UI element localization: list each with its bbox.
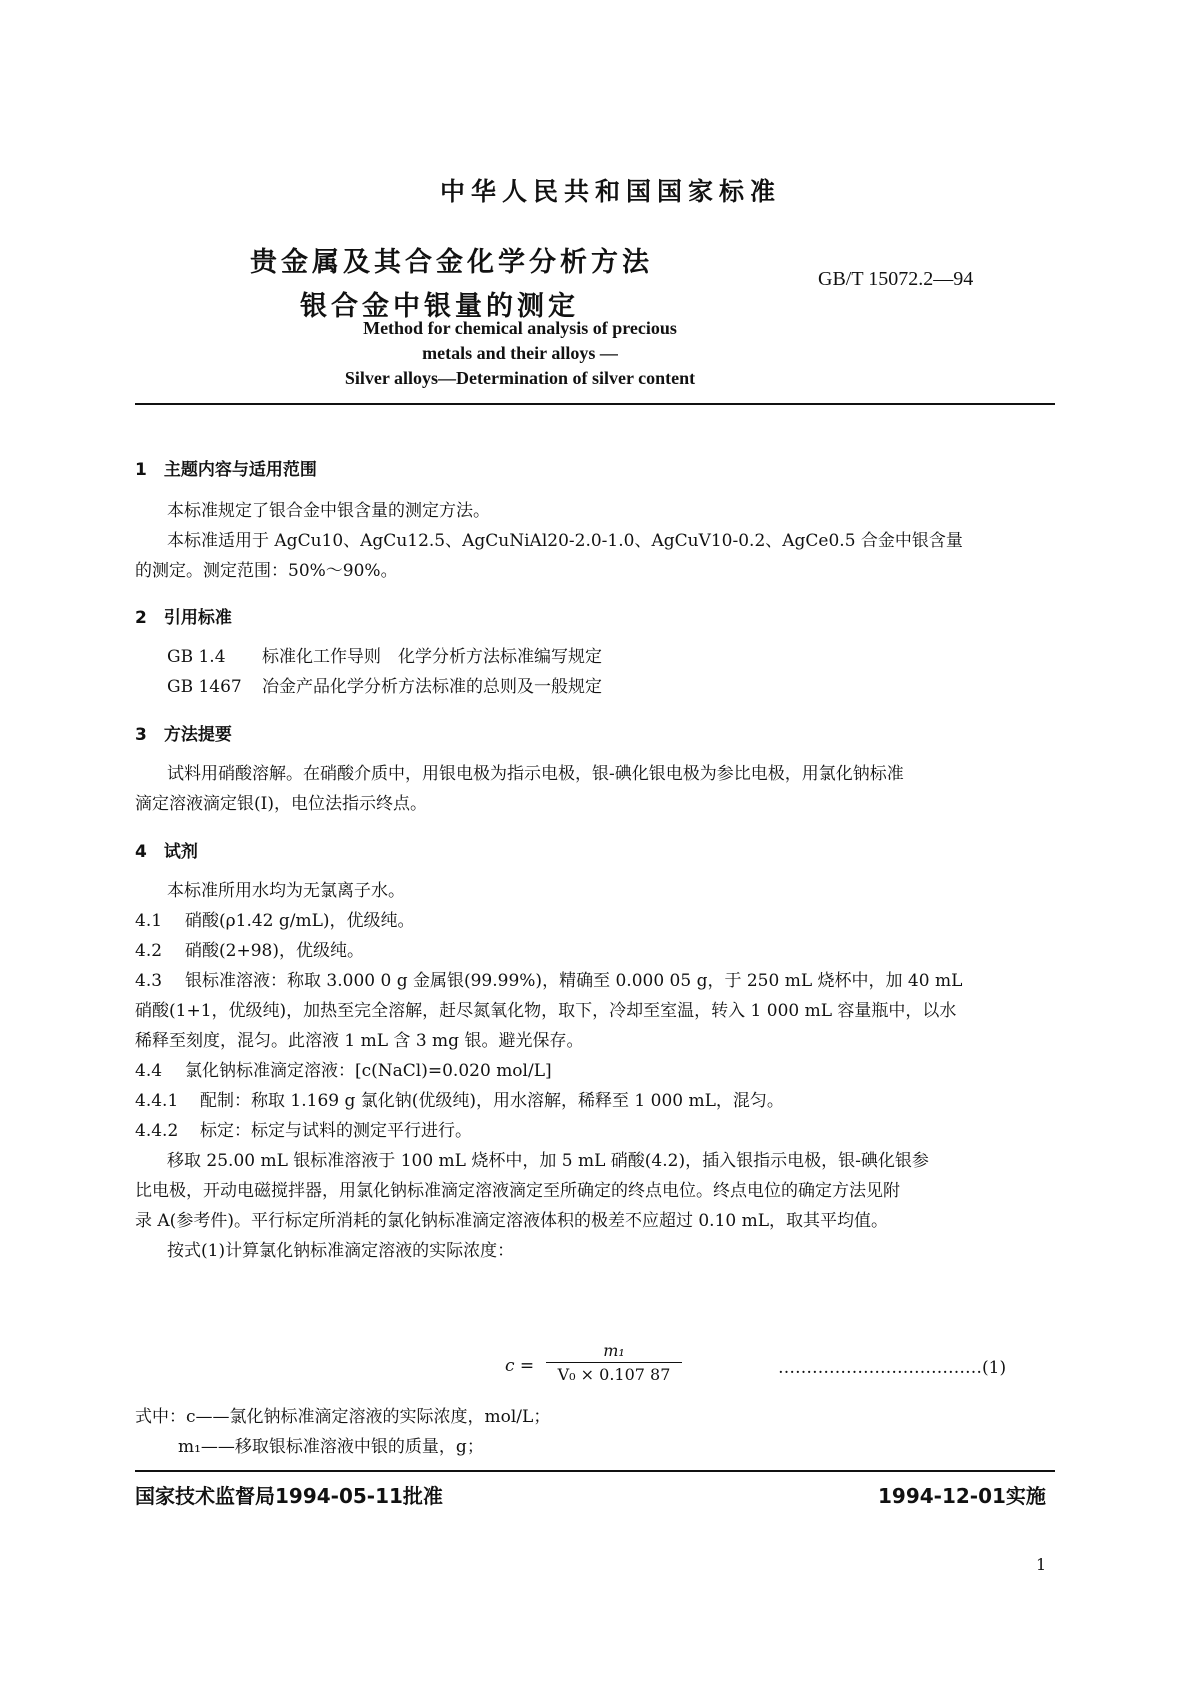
approval-date: 国家技术监督局1994-05-11批准: [135, 1484, 443, 1508]
item-4-3-text-b: 硝酸(1+1，优级纯)，加热至完全溶解，赶尽氮氧化物，取下，冷却至室温，转入 1 000 mL 容量瓶中，以水: [135, 1001, 957, 1021]
section-1-heading: 1 主题内容与适用范围: [135, 460, 317, 480]
title-line-1: 贵金属及其合金化学分析方法: [250, 247, 653, 278]
formula-lhs: c =: [505, 1356, 535, 1376]
item-4-4-2-number: 4.4.2: [135, 1121, 179, 1141]
item-4-4-number: 4.4: [135, 1061, 163, 1081]
item-4-2-number: 4.2: [135, 941, 163, 961]
reference-2-title: 冶金产品化学分析方法标准的总则及一般规定: [262, 677, 602, 697]
english-title-line-2: metals and their alloys —: [422, 343, 618, 363]
english-title-line-1: Method for chemical analysis of precious: [363, 318, 677, 338]
where-line-1: 式中：c——氯化钠标准滴定溶液的实际浓度，mol/L；: [135, 1407, 551, 1427]
formula-fraction: [546, 1341, 682, 1384]
formula-numerator: m₁: [546, 1341, 682, 1363]
section-3-paragraph-b: 滴定溶液滴定银(I)，电位法指示终点。: [135, 794, 427, 814]
implementation-date: 1994-12-01实施: [878, 1484, 1046, 1508]
page-number: 1: [1036, 1555, 1047, 1574]
section-3-paragraph-a: 试料用硝酸溶解。在硝酸介质中，用银电极为指示电极，银-碘化银电极为参比电极，用氯化钠标准: [167, 764, 904, 784]
item-4-3-text-c: 稀释至刻度，混匀。此溶液 1 mL 含 3 mg 银。避光保存。: [135, 1031, 584, 1051]
item-4-2-text: 硝酸(2+98)，优级纯。: [185, 941, 364, 961]
reference-1-code: GB 1.4: [167, 647, 226, 667]
item-4-1-text: 硝酸(ρ1.42 g/mL)，优级纯。: [185, 911, 415, 931]
formula-denominator: V₀ × 0.107 87: [557, 1365, 671, 1384]
item-4-4-1-number: 4.4.1: [135, 1091, 179, 1111]
item-4-1-number: 4.1: [135, 911, 163, 931]
header-rule: [135, 403, 1055, 405]
section-2-heading: 2 引用标准: [135, 608, 232, 628]
section-4-intro: 本标准所用水均为无氯离子水。: [167, 881, 405, 901]
reference-1-title: 标准化工作导则 化学分析方法标准编写规定: [262, 647, 602, 667]
title-line-2: 银合金中银量的测定: [300, 291, 579, 322]
calibration-text-c: 录 A(参考件)。平行标定所消耗的氯化钠标准滴定溶液体积的极差不应超过 0.10 mL，取其平均值。: [135, 1211, 889, 1231]
calibration-text-a: 移取 25.00 mL 银标准溶液于 100 mL 烧杯中，加 5 mL 硝酸(4.2)，插入银指示电极，银-碘化银参: [167, 1151, 929, 1171]
english-title-line-3: Silver alloys—Determination of silver content: [344, 368, 696, 388]
item-4-3-text-a: 银标准溶液：称取 3.000 0 g 金属银(99.99%)，精确至 0.000 05 g，于 250 mL 烧杯中，加 40 mL: [185, 971, 963, 991]
national-standard-heading: 中华人民共和国国家标准: [439, 177, 781, 206]
section-1-paragraph-1: 本标准规定了银合金中银含量的测定方法。: [167, 501, 490, 521]
item-4-4-text: 氯化钠标准滴定溶液：[c(NaCl)=0.020 mol/L]: [185, 1061, 552, 1081]
formula-label: ………………………………(1): [778, 1358, 1007, 1378]
footer-rule: [135, 1470, 1055, 1472]
section-1-paragraph-2b: 的测定。测定范围：50%～90%。: [135, 561, 398, 581]
where-line-2: m₁——移取银标准溶液中银的质量，g；: [178, 1437, 484, 1457]
section-4-heading: 4 试剂: [135, 842, 198, 862]
calibration-text-d: 按式(1)计算氯化钠标准滴定溶液的实际浓度：: [167, 1241, 515, 1261]
item-4-4-2-text: 标定：标定与试料的测定平行进行。: [200, 1121, 472, 1141]
section-3-heading: 3 方法提要: [135, 725, 232, 745]
calibration-text-b: 比电极，开动电磁搅拌器，用氯化钠标准滴定溶液滴定至所确定的终点电位。终点电位的确定方法见附: [135, 1181, 900, 1201]
standard-number: GB/T 15072.2—94: [818, 268, 974, 290]
reference-2-code: GB 1467: [167, 677, 242, 697]
item-4-3-number: 4.3: [135, 971, 163, 991]
item-4-4-1-text: 配制：称取 1.169 g 氯化钠(优级纯)，用水溶解，稀释至 1 000 mL，混匀。: [200, 1091, 784, 1111]
section-1-paragraph-2a: 本标准适用于 AgCu10、AgCu12.5、AgCuNiAl20-2.0-1.0、AgCuV10-0.2、AgCe0.5 合金中银含量: [167, 531, 963, 551]
